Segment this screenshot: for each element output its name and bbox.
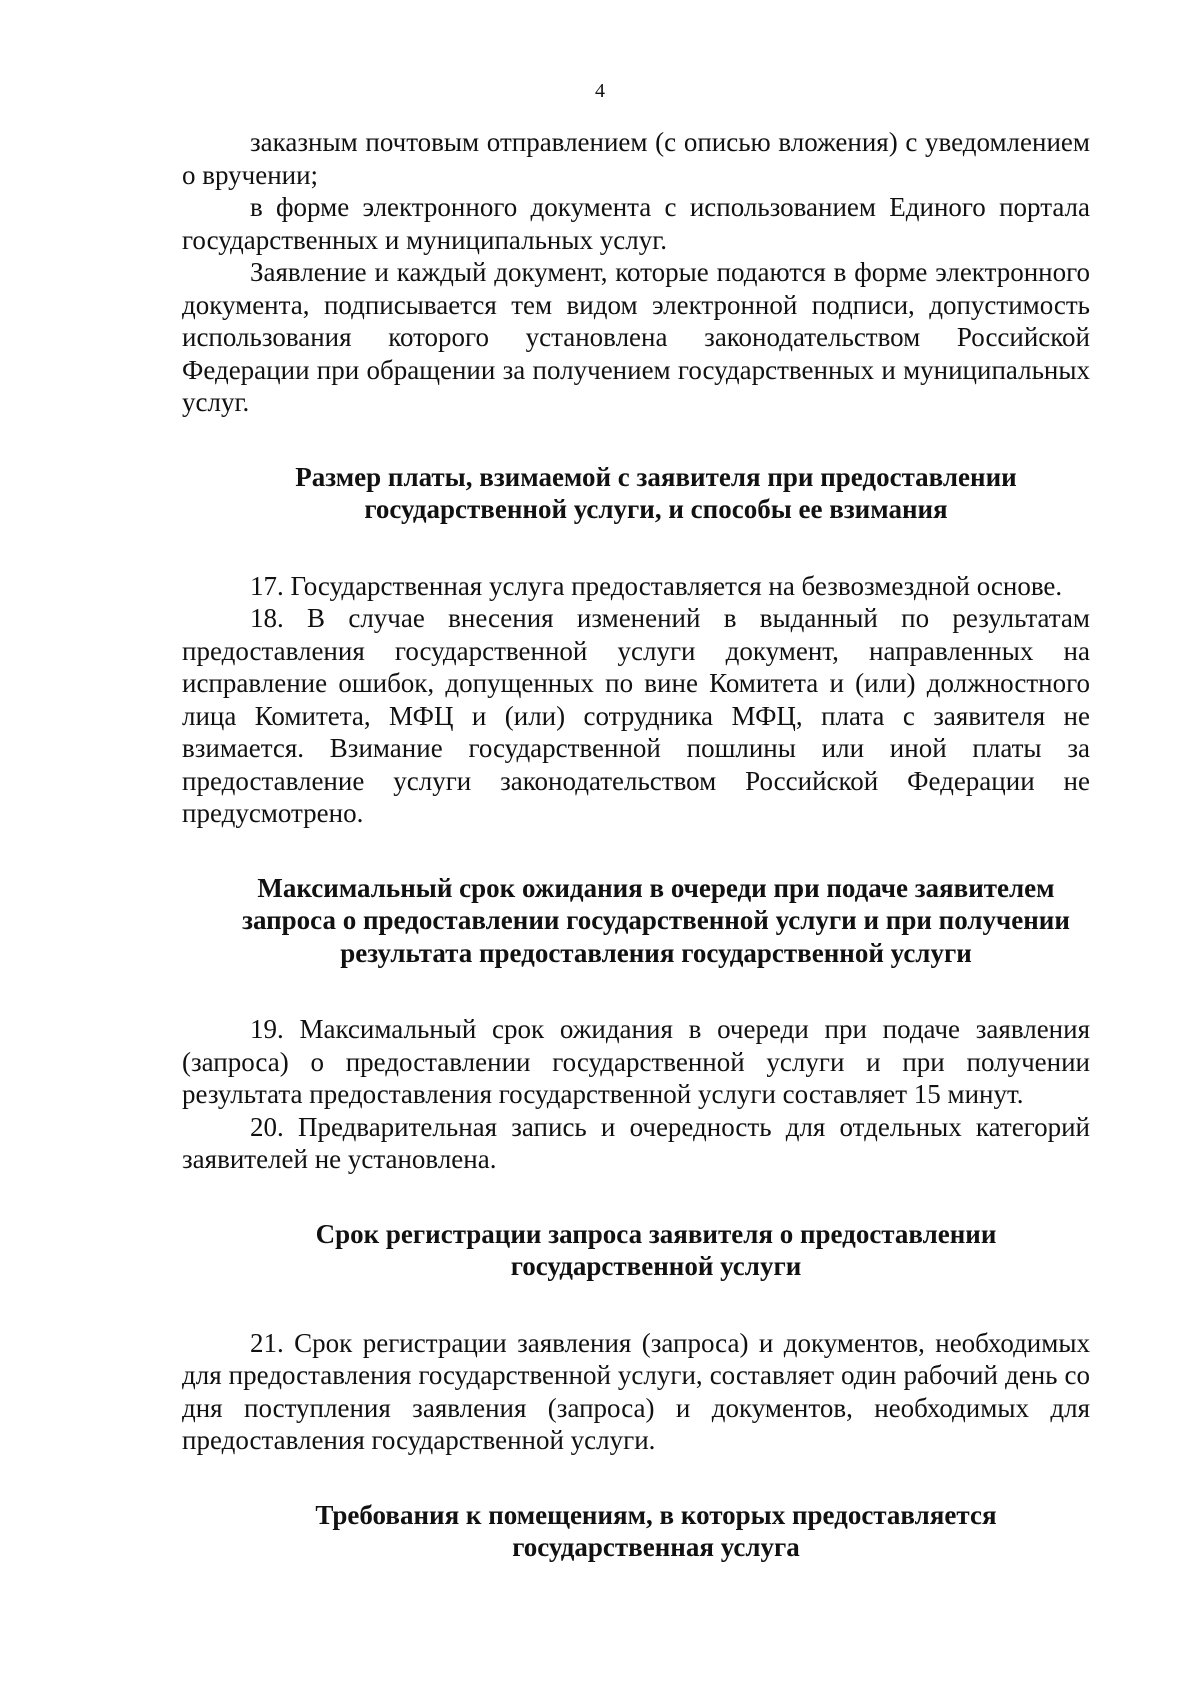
section-heading-line: Максимальный срок ожидания в очереди при подаче заявителем bbox=[257, 872, 1055, 903]
section-heading bbox=[182, 1218, 1090, 1283]
section-heading-line: Срок регистрации запроса заявителя о предоставлении bbox=[315, 1218, 997, 1249]
spacer bbox=[182, 526, 1090, 570]
section-heading-line: государственной услуги bbox=[510, 1251, 802, 1281]
section-heading-line: запроса о предоставлении государственной услуги и при получении bbox=[242, 905, 1070, 935]
section-heading-line: государственной услуги, и способы ее взимания bbox=[364, 494, 948, 524]
spacer bbox=[182, 969, 1090, 1013]
paragraph: 17. Государственная услуга предоставляется на безвозмездной основе. bbox=[250, 570, 1063, 601]
section-heading-line: Размер платы, взимаемой с заявителя при предоставлении bbox=[295, 461, 1017, 492]
spacer bbox=[182, 419, 1090, 461]
paragraph: 19. Максимальный срок ожидания в очереди при подаче заявления (запроса) о предоставлении государственной услуги и при получении результата предоставления государственной услуги составляет 15 минут. bbox=[182, 1014, 1090, 1109]
spacer bbox=[182, 1283, 1090, 1327]
paragraph: Заявление и каждый документ, которые подаются в форме электронного документа, подписывается тем видом электронной подписи, допустимость использования которого установлена законодательством Российской Федерации при обращении за получением государственных и муниципальных услуг. bbox=[182, 257, 1090, 417]
paragraph: заказным почтовым отправлением (с описью вложения) с уведомлением о вручении; bbox=[182, 127, 1090, 190]
document-body bbox=[182, 126, 1090, 1608]
spacer bbox=[182, 1564, 1090, 1608]
section-heading-line: результата предоставления государственной услуги bbox=[340, 937, 972, 968]
paragraph: 20. Предварительная запись и очередность для отдельных категорий заявителей не установлена. bbox=[182, 1111, 1090, 1174]
section-heading bbox=[182, 461, 1090, 526]
section-heading bbox=[182, 872, 1090, 970]
page-number: 4 bbox=[595, 80, 605, 102]
paragraph: 18. В случае внесения изменений в выданный по результатам предоставления государственной услуги документ, направленных на исправление ошибок, допущенных по вине Комитета и (или) должностного лица Комитета, МФЦ и (или) сотрудника МФЦ, плата с заявителя не взимается. Взимание государственной пошлины или иной платы за предоставление услуги законодательством Российской Федерации не предусмотрено. bbox=[182, 603, 1090, 828]
spacer bbox=[182, 1457, 1090, 1499]
section-heading-line: Требования к помещениям, в которых предоставляется bbox=[315, 1499, 997, 1530]
section-heading bbox=[182, 1499, 1090, 1564]
spacer bbox=[182, 1176, 1090, 1218]
spacer bbox=[182, 830, 1090, 872]
section-heading-line: государственная услуга bbox=[512, 1532, 800, 1562]
paragraph: 21. Срок регистрации заявления (запроса) и документов, необходимых для предоставления государственной услуги, составляет один рабочий день со дня поступления заявления (запроса) и документов, необходимых для предоставления государственной услуги. bbox=[182, 1327, 1090, 1455]
paragraph: в форме электронного документа с использованием Единого портала государственных и муниципальных услуг. bbox=[182, 192, 1090, 255]
